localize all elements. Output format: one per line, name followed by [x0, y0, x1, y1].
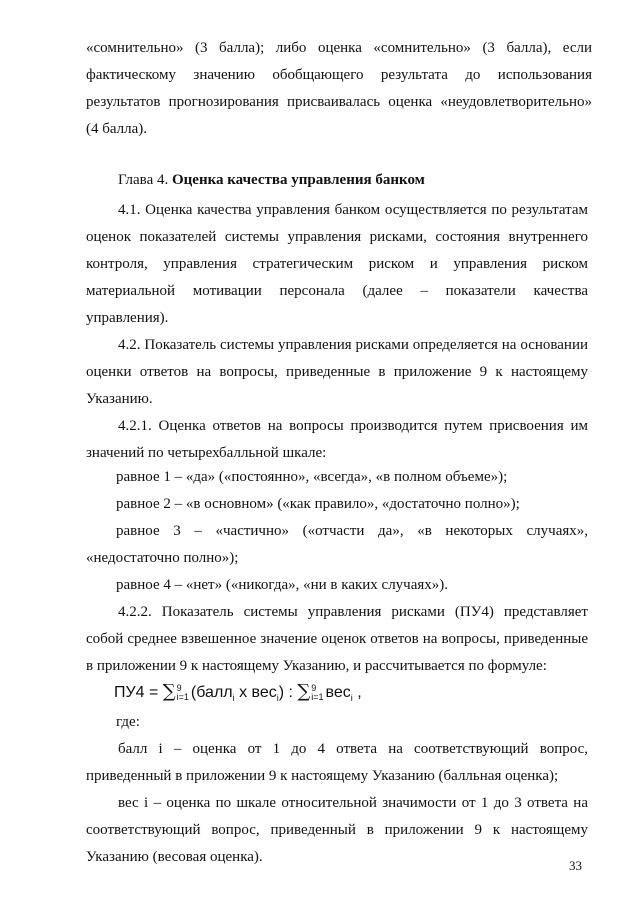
scale-item-1: равное 1 – «да» («постоянно», «всегда», «в полном объеме»);	[116, 469, 508, 485]
where-label: где:	[116, 714, 140, 730]
formula-lower-2: i=1	[311, 691, 324, 702]
top-line-1: «сомнительно» (3 балла); либо оценка «сомнительно» (3 балла), если	[86, 40, 592, 56]
formula-lower-1: i=1	[176, 691, 189, 702]
paragraph-4-2-2	[86, 599, 588, 680]
formula-upper-1: 9	[176, 682, 182, 693]
scale-item-2: равное 2 – «в основном» («как правило», «достаточно полно»);	[116, 496, 520, 512]
top-line-4: (4 балла).	[86, 121, 148, 137]
formula-sub-i-2: i	[276, 693, 279, 704]
formula-sum-symbol-1: ∑	[162, 681, 176, 702]
chapter-heading	[118, 169, 425, 191]
top-line-3: результатов прогнозирования присваивалась оценка «неудовлетворительно»	[86, 94, 592, 110]
formula-close: ) :	[278, 684, 298, 701]
definition-ball	[86, 736, 588, 790]
paragraph-4-2-1-text: 4.2.1. Оценка ответов на вопросы производится путем присвоения им значений по четырехбалльной шкале:	[86, 418, 588, 461]
formula-sum-symbol-2: ∑	[297, 681, 311, 702]
formula-limits-1	[177, 684, 189, 702]
formula-mid: х вес	[234, 684, 277, 701]
definition-ves-text: вес i – оценка по шкале относительной значимости от 1 до 3 ответа на соответствующий вопрос, приведенный в приложении 9 к настоящему Указанию (весовая оценка).	[86, 795, 588, 865]
formula-lhs: ПУ4 =	[114, 684, 163, 701]
paragraph-4-2-text: 4.2. Показатель системы управления рисками определяется на основании оценки ответов на вопросы, приведенные в приложение 9 к настоящему Указанию.	[86, 337, 588, 407]
formula-sub-i-3: i	[350, 693, 353, 704]
scale-item-3	[86, 518, 588, 572]
paragraph-4-1	[86, 197, 588, 332]
chapter-title: Оценка качества управления банком	[171, 172, 425, 188]
scale-item-3-text: равное 3 – «частично» («отчасти да», «в некоторых случаях», «недостаточно полно»);	[86, 523, 588, 566]
formula-end: ,	[352, 684, 362, 701]
top-paragraph	[86, 35, 592, 143]
page-number: 33	[569, 858, 582, 873]
formula-sub-i-1: i	[232, 693, 235, 704]
top-line-2: фактическому значению обобщающего результата до использования	[86, 67, 592, 83]
scale-item-4: равное 4 – «нет» («никогда», «ни в каких случаях»).	[116, 577, 449, 593]
formula-upper-2: 9	[311, 682, 317, 693]
definition-ball-text: балл i – оценка от 1 до 4 ответа на соответствующий вопрос, приведенный в приложении 9 к настоящему Указанию (балльная оценка);	[86, 741, 588, 784]
formula-term-ves: вес	[325, 684, 351, 701]
paragraph-4-2-1	[86, 413, 588, 467]
formula-term-ball: (балл	[190, 684, 233, 701]
definition-ves	[86, 790, 588, 871]
formula-pu4	[114, 680, 362, 710]
paragraph-4-1-text: 4.1. Оценка качества управления банком осуществляется по результатам оценок показателей системы управления рисками, состояния внутреннего контроля, управления стратегическим риском и управления риском материальной мотивации персонала (далее – показатели качества управления).	[86, 202, 588, 326]
formula-limits-2	[311, 684, 323, 702]
paragraph-4-2	[86, 332, 588, 413]
paragraph-4-2-2-text: 4.2.2. Показатель системы управления рисками (ПУ4) представляет собой среднее взвешенное значение оценок ответов на вопросы, приведенные в приложении 9 к настоящему Указанию, и рассчитывается по формуле:	[86, 604, 588, 674]
chapter-prefix: Глава 4.	[118, 172, 169, 188]
